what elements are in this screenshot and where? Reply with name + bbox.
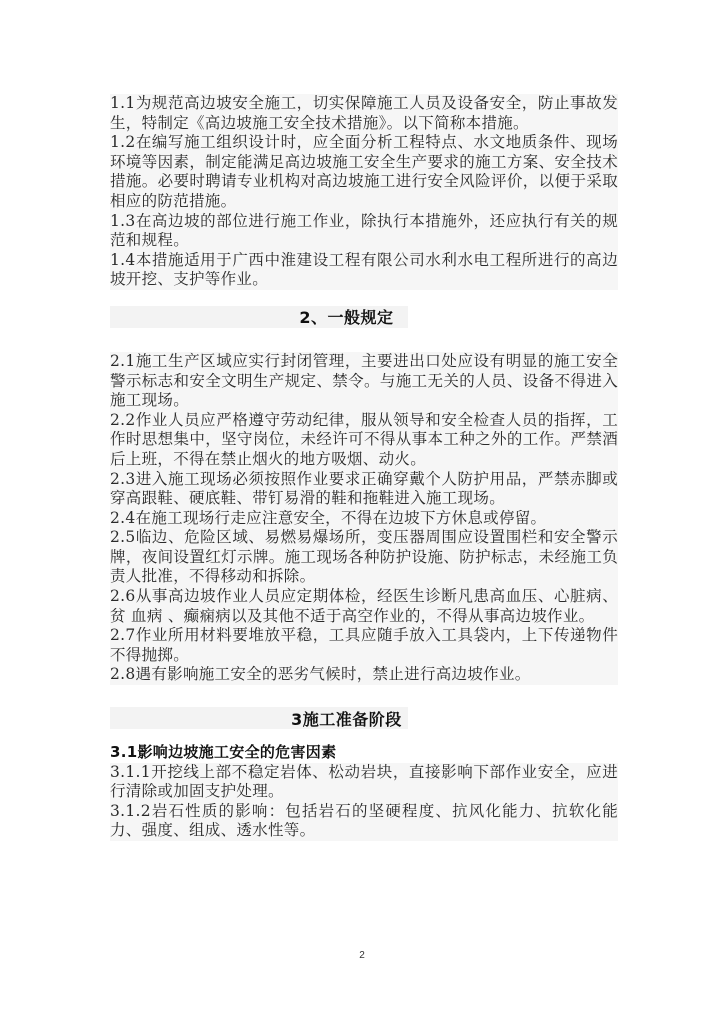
paragraph-2-8: 2.8遇有影响施工安全的恶劣气候时，禁止进行高边坡作业。	[110, 665, 618, 685]
paragraph-1-1: 1.1为规范高边坡安全施工，切实保障施工人员及设备安全，防止事故发生，特制定《高边坡施工安全技术措施》。以下简称本措施。	[110, 94, 618, 132]
paragraph-2-3: 2.3进入施工现场必须按照作业要求正确穿戴个人防护用品，严禁赤脚或穿高跟鞋、硬底鞋、带钉易滑的鞋和拖鞋进入施工现场。	[110, 469, 618, 508]
paragraph-2-6: 2.6从事高边坡作业人员应定期体检，经医生诊断凡患高血压、心脏病、贫 血病 、癫痫病以及其他不适于高空作业的，不得从事高边坡作业。	[110, 587, 618, 625]
section-2-heading: 2、一般规定	[299, 308, 394, 328]
section-3-heading: 3施工准备阶段	[291, 709, 402, 729]
subsection-3-1-heading: 3.1影响边坡施工安全的危害因素	[110, 743, 337, 762]
paragraph-2-2: 2.2作业人员应严格遵守劳动纪律，服从领导和安全检查人员的指挥，工作时思想集中，坚守岗位，未经许可不得从事本工种之外的工作。严禁酒后上班，不得在禁止烟火的地方吸烟、动火。	[110, 410, 618, 468]
section-2-heading-band	[110, 306, 408, 328]
paragraph-1-2: 1.2在编写施工组织设计时，应全面分析工程特点、水文地质条件、现场环境等因素，制定能满足高边坡施工安全生产要求的施工方案、安全技术措施。必要时聘请专业机构对高边坡施工进行安全风险评价，以便于采取相应的防范措施。	[110, 133, 618, 210]
paragraph-3-1-1: 3.1.1开挖线上部不稳定岩体、松动岩块，直接影响下部作业安全，应进行清除或加固支护处理。	[110, 762, 618, 801]
section-3-heading-band	[110, 707, 408, 729]
document-body	[110, 94, 618, 841]
paragraph-1-4: 1.4本措施适用于广西中淮建设工程有限公司水利水电工程所进行的高边坡开挖、支护等作业。	[110, 250, 618, 289]
paragraph-2-5: 2.5临边、危险区域、易燃易爆场所，变压器周围应设置围栏和安全警示牌，夜间设置红灯示牌。施工现场各种防护设施、防护标志，未经施工负责人批准，不得移动和拆除。	[110, 528, 618, 586]
page-number: 2	[359, 950, 365, 961]
paragraph-1-3: 1.3在高边坡的部位进行施工作业，除执行本措施外，还应执行有关的规范和规程。	[110, 211, 618, 250]
paragraph-2-7: 2.7作业所用材料要堆放平稳，工具应随手放入工具袋内，上下传递物件不得抛掷。	[110, 626, 618, 664]
paragraph-2-4: 2.4在施工现场行走应注意安全，不得在边坡下方休息或停留。	[110, 509, 618, 529]
paragraph-3-1-2: 3.1.2岩石性质的影响：包括岩石的坚硬程度、抗风化能力、抗软化能力、强度、组成、透水性等。	[110, 801, 618, 840]
paragraph-2-1: 2.1施工生产区域应实行封闭管理，主要进出口处应设有明显的施工安全警示标志和安全文明生产规定、禁令。与施工无关的人员、设备不得进入施工现场。	[110, 351, 618, 410]
